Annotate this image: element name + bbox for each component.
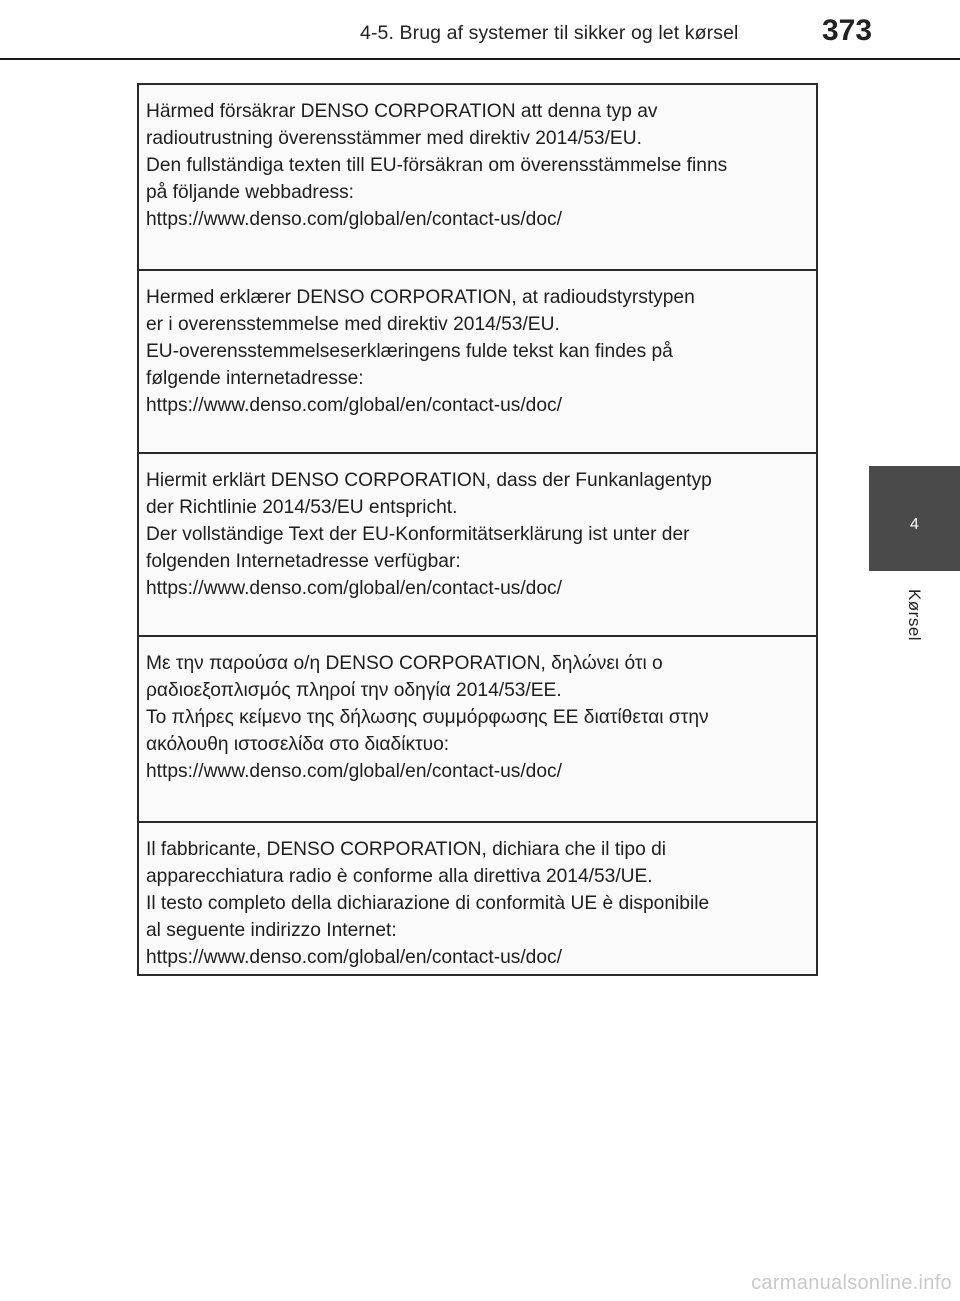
declaration-line: apparecchiatura radio è conforme alla direttiva 2014/53/UE.	[146, 866, 653, 887]
declaration-url: https://www.denso.com/global/en/contact-us/doc/	[146, 395, 562, 416]
page-number: 373	[822, 14, 873, 47]
declaration-cell-swedish	[139, 85, 816, 271]
declaration-url: https://www.denso.com/global/en/contact-us/doc/	[146, 209, 562, 230]
chapter-number: 4	[910, 516, 919, 533]
declaration-cell-greek	[139, 637, 816, 823]
declaration-line: Με την παρούσα ο/η DENSO CORPORATION, δηλώνει ότι ο	[146, 653, 663, 674]
declaration-line: Il fabbricante, DENSO CORPORATION, dichiara che il tipo di	[146, 839, 667, 860]
declaration-cell-italian	[139, 823, 816, 974]
declaration-url: https://www.denso.com/global/en/contact-us/doc/	[146, 578, 562, 599]
declaration-line: Hiermit erklärt DENSO CORPORATION, dass der Funkanlagentyp	[146, 470, 712, 491]
declaration-line: Der vollständige Text der EU-Konformitätserklärung ist unter der	[146, 524, 690, 545]
declaration-line: EU-overensstemmelseserklæringens fulde tekst kan findes på	[146, 341, 673, 362]
declaration-line: Il testo completo della dichiarazione di conformità UE è disponibile	[146, 893, 710, 914]
declaration-line: radioutrustning överensstämmer med direktiv 2014/53/EU.	[146, 128, 642, 149]
declaration-line: al seguente indirizzo Internet:	[146, 920, 397, 941]
declaration-line: på följande webbadress:	[146, 182, 355, 203]
declaration-cell-german	[139, 454, 816, 637]
declaration-line: er i overensstemmelse med direktiv 2014/53/EU.	[146, 314, 560, 335]
watermark: carmanualsonline.info	[751, 1272, 952, 1294]
declaration-cell-danish	[139, 271, 816, 454]
declaration-table	[137, 83, 818, 976]
declaration-line: Den fullständiga texten till EU-försäkran om överensstämmelse finns	[146, 155, 728, 176]
declaration-url: https://www.denso.com/global/en/contact-us/doc/	[146, 761, 562, 782]
declaration-line: følgende internetadresse:	[146, 368, 364, 389]
declaration-line: folgenden Internetadresse verfügbar:	[146, 551, 461, 572]
chapter-tab	[869, 466, 960, 571]
declaration-line: ραδιοεξοπλισμός πληροί την οδηγία 2014/53/ΕΕ.	[146, 680, 562, 701]
section-header-title: 4-5. Brug af systemer til sikker og let kørsel	[360, 22, 739, 44]
header-rule	[0, 58, 960, 60]
declaration-line: Hermed erklærer DENSO CORPORATION, at radioudstyrstypen	[146, 287, 695, 308]
chapter-label: Kørsel	[905, 588, 924, 642]
declaration-line: der Richtlinie 2014/53/EU entspricht.	[146, 497, 458, 518]
declaration-url: https://www.denso.com/global/en/contact-us/doc/	[146, 947, 562, 968]
declaration-line: ακόλουθη ιστοσελίδα στο διαδίκτυο:	[146, 734, 450, 755]
declaration-line: Το πλήρες κείμενο της δήλωσης συμμόρφωσης ΕΕ διατίθεται στην	[146, 707, 709, 728]
declaration-line: Härmed försäkrar DENSO CORPORATION att denna typ av	[146, 101, 658, 122]
